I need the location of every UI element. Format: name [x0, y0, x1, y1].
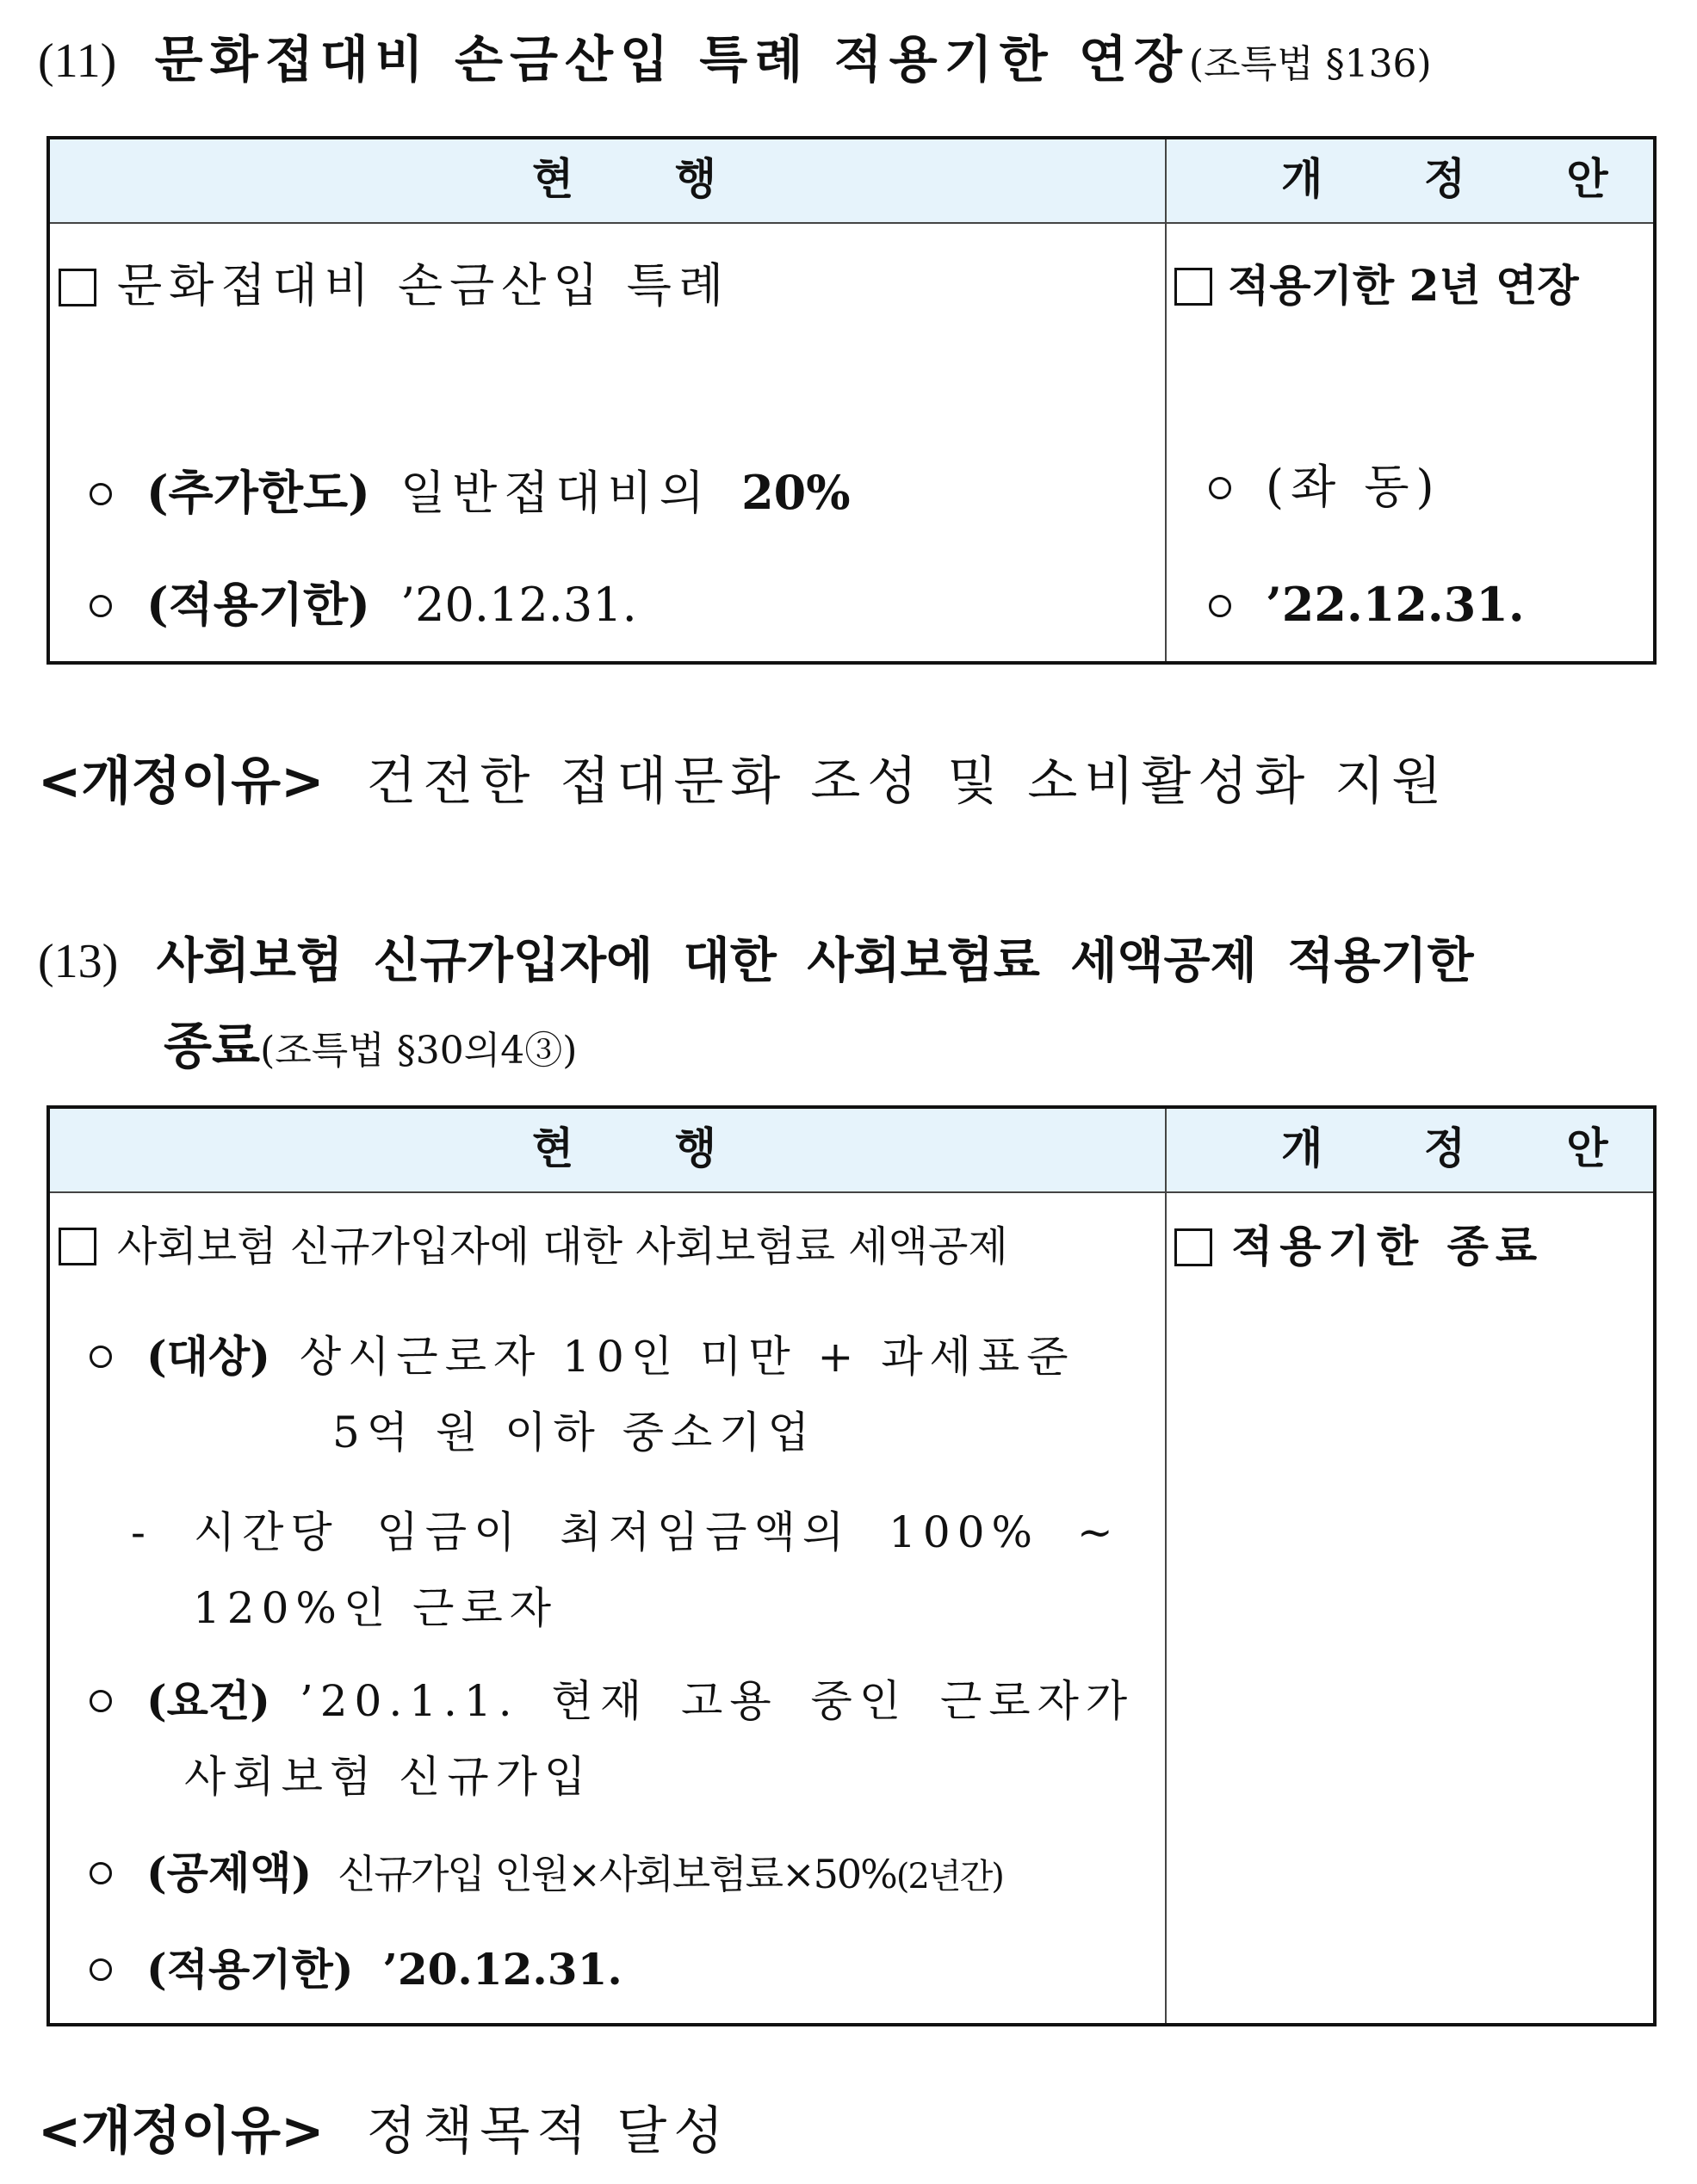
header-current: 현 행	[532, 1123, 760, 1173]
bullet-circle-icon	[90, 483, 112, 505]
reason-label: <개정이유>	[38, 752, 325, 812]
proposed-heading: 적용기한 2년 연장	[1174, 258, 1579, 313]
item-target: (대상) 상시근로자 10인 미만 + 과세표준	[90, 1329, 1075, 1384]
bullet-circle-icon	[90, 1862, 112, 1884]
column-divider	[1165, 1109, 1167, 2023]
bullet-circle-icon	[90, 1958, 112, 1981]
checkbox-square-icon	[1174, 268, 1212, 306]
bullet-circle-icon	[1209, 477, 1231, 499]
item-deduction: (공제액) 신규가입 인원×사회보험료×50%(2년간)	[90, 1846, 1003, 1904]
checkbox-square-icon	[59, 1228, 96, 1265]
item-sub-wage: - 시간당 임금이 최저임금액의 100% ~	[131, 1507, 1120, 1557]
bullet-circle-icon	[90, 1690, 112, 1712]
checkbox-square-icon	[59, 269, 96, 306]
header-proposed: 개 정 안	[1281, 153, 1651, 204]
revision-reason-11	[38, 751, 1448, 813]
column-divider	[1165, 139, 1167, 661]
revision-reason-13	[38, 2100, 730, 2162]
item-requirement-cont: 사회보험 신규가입	[184, 1752, 593, 1802]
law-reference: (조특법 §30의4③)	[260, 1029, 578, 1073]
section-number: (13)	[38, 935, 119, 988]
section-number: (11)	[38, 34, 117, 88]
header-proposed: 개 정 안	[1281, 1123, 1651, 1173]
proposed-heading: 적용기한 종료	[1174, 1219, 1544, 1274]
section-title-line1: 사회보험 신규가입자에 대한 사회보험료 세액공제 적용기한	[156, 932, 1474, 989]
bullet-circle-icon	[90, 595, 112, 617]
item-target-cont: 5억 원 이하 중소기업	[332, 1408, 816, 1457]
item-sub-wage-cont: 120%인 근로자	[193, 1583, 559, 1633]
comparison-table-11	[46, 136, 1657, 665]
section-title-line2: 종료	[164, 1017, 261, 1075]
proposed-item-period: ’22.12.31.	[1209, 577, 1525, 632]
current-heading: 사회보험 신규가입자에 대한 사회보험료 세액공제	[59, 1219, 1008, 1274]
current-item-limit: (추가한도) 일반접대비의 20%	[90, 465, 851, 521]
bullet-circle-icon	[1209, 595, 1231, 617]
item-period: (적용기한) ’20.12.31.	[90, 1942, 622, 1997]
proposed-item-same: (좌 동)	[1209, 460, 1441, 515]
section-title: 문화접대비 손금산입 특례 적용기한 연장	[154, 30, 1189, 89]
reason-text: 건전한 접대문화 조성 및 소비활성화 지원	[366, 752, 1449, 812]
law-reference: (조특법 §136)	[1188, 42, 1432, 86]
reason-text: 정책목적 달성	[366, 2101, 731, 2162]
checkbox-square-icon	[1174, 1228, 1212, 1266]
bullet-circle-icon	[90, 1346, 112, 1368]
current-heading: 문화접대비 손금산입 특례	[59, 258, 730, 313]
section-13-title	[38, 930, 1474, 992]
section-11-title	[38, 29, 1432, 95]
comparison-table-13	[46, 1105, 1657, 2026]
reason-label: <개정이유>	[38, 2101, 325, 2162]
current-item-period: (적용기한) ’20.12.31.	[90, 577, 637, 633]
item-requirement: (요건) ’20.1.1. 현재 고용 중인 근로자가	[90, 1674, 1134, 1729]
header-current: 현 행	[532, 153, 760, 204]
section-13-title-cont	[164, 1016, 577, 1081]
